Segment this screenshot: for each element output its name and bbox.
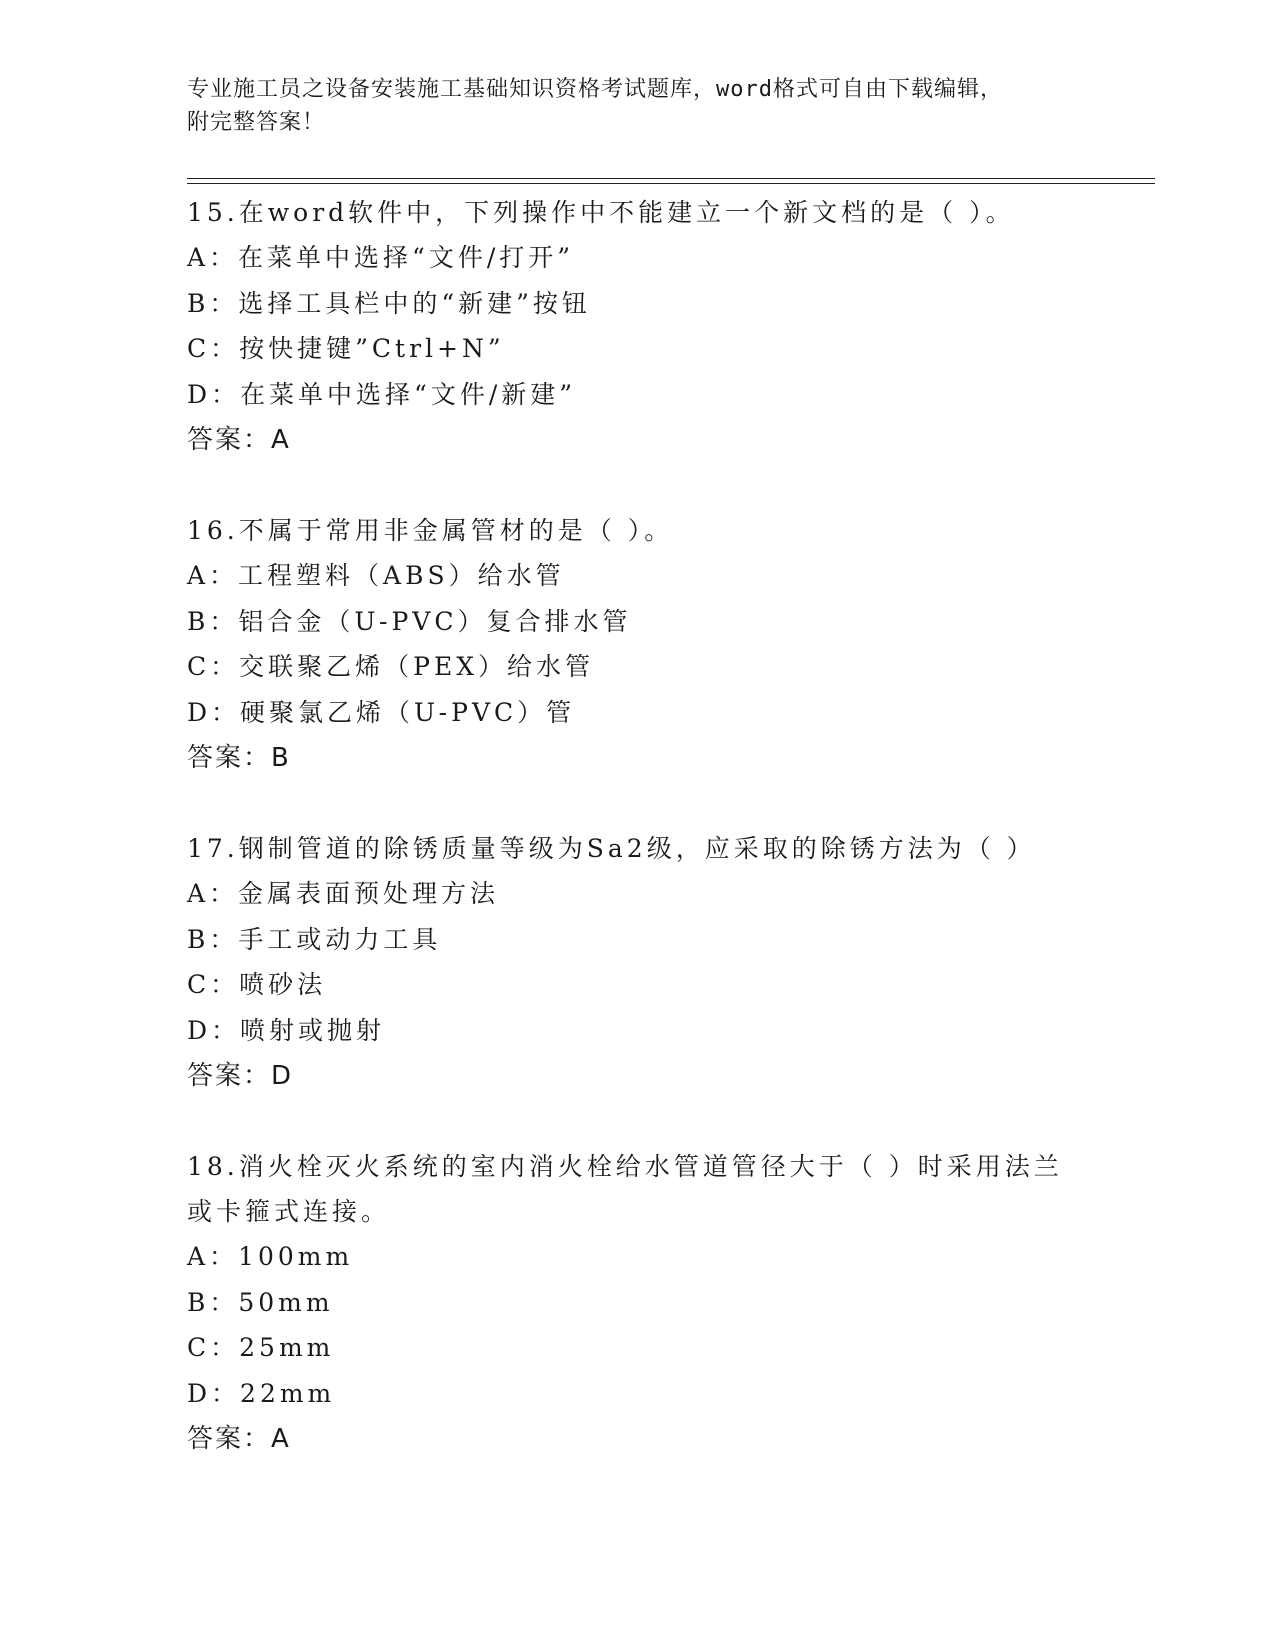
- answer: 答案：A: [187, 1424, 291, 1454]
- answer: 答案：D: [187, 1061, 294, 1091]
- header-divider-top: [187, 178, 1155, 179]
- option-b: B：铝合金（U-PVC）复合排水管: [187, 606, 632, 636]
- question-15: [187, 190, 1127, 463]
- option-a: A：100mm: [187, 1242, 354, 1271]
- option-d: D：在菜单中选择“文件/新建”: [187, 379, 577, 409]
- option-a: A：在菜单中选择“文件/打开”: [187, 243, 575, 272]
- option-d: D：喷射或抛射: [187, 1015, 386, 1045]
- option-a: A：工程塑料（ABS）给水管: [187, 561, 565, 590]
- option-b: B：50mm: [187, 1287, 334, 1317]
- spacer: [187, 781, 1127, 826]
- answer: 答案：B: [187, 743, 291, 773]
- option-c: C：喷砂法: [187, 970, 327, 999]
- option-c: C：25mm: [187, 1333, 335, 1362]
- option-c: C：按快捷键”Ctrl+N”: [187, 334, 505, 363]
- option-d: D：22mm: [187, 1378, 336, 1408]
- option-b: B：选择工具栏中的“新建”按钮: [187, 288, 591, 318]
- question-text-line-1: 18.消火栓灭火系统的室内消火栓给水管道管径大于（ ）时采用法兰: [187, 1152, 1063, 1181]
- option-d: D：硬聚氯乙烯（U-PVC）管: [187, 697, 576, 727]
- question-text-line-2: 或卡箍式连接。: [187, 1197, 391, 1226]
- question-text: 15.在word软件中，下列操作中不能建立一个新文档的是（ ）。: [187, 198, 1015, 227]
- spacer: [187, 463, 1127, 508]
- option-b: B：手工或动力工具: [187, 924, 442, 954]
- question-18: [187, 1144, 1127, 1462]
- question-list: [187, 190, 1127, 1462]
- question-16: [187, 508, 1127, 781]
- answer: 答案：A: [187, 425, 291, 455]
- question-17: [187, 826, 1127, 1099]
- question-text: 16.不属于常用非金属管材的是（ ）。: [187, 516, 674, 545]
- document-header: [187, 73, 1087, 139]
- spacer: [187, 1099, 1127, 1144]
- header-line-1: 专业施工员之设备安装施工基础知识资格考试题库，word格式可自由下载编辑，: [187, 77, 1003, 102]
- option-a: A：金属表面预处理方法: [187, 879, 500, 908]
- question-text: 17.钢制管道的除锈质量等级为Sa2级，应采取的除锈方法为（ ）: [187, 834, 1036, 863]
- header-divider-bottom: [187, 183, 1155, 184]
- option-c: C：交联聚乙烯（PEX）给水管: [187, 652, 594, 681]
- header-line-2: 附完整答案！: [187, 110, 326, 135]
